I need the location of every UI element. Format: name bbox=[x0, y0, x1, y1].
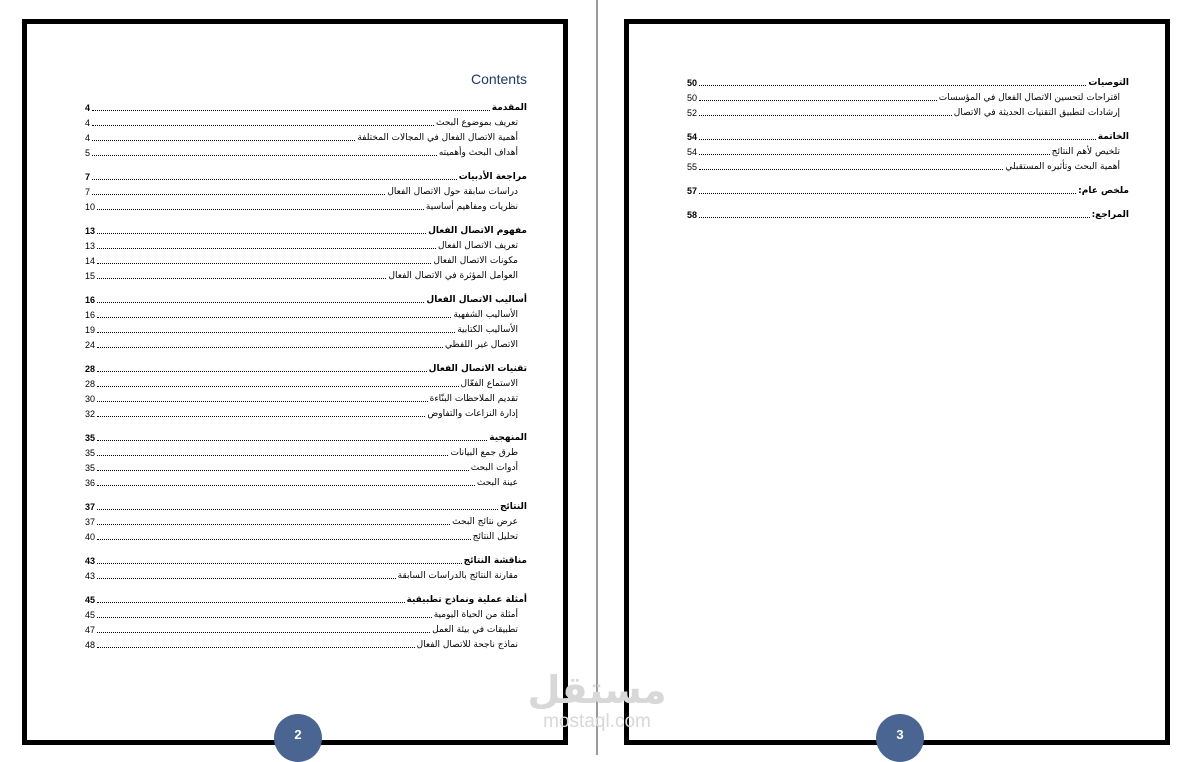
toc-page-number: 58 bbox=[687, 210, 698, 220]
toc-page-number: 16 bbox=[85, 310, 96, 320]
toc-subsection-entry[interactable] bbox=[85, 144, 527, 159]
toc-dot-leader bbox=[97, 278, 386, 279]
toc-dot-leader bbox=[97, 578, 396, 579]
toc-dot-leader bbox=[97, 401, 428, 402]
toc-dot-leader bbox=[97, 485, 475, 486]
toc-section-entry[interactable] bbox=[687, 180, 1129, 197]
toc-entry-title: العوامل المؤثرة في الاتصال الفعال bbox=[388, 271, 518, 281]
toc-dot-leader bbox=[92, 140, 355, 141]
toc-subsection-entry[interactable] bbox=[85, 114, 527, 129]
toc-entry-title: أمثلة عملية ونماذج تطبيقية bbox=[406, 595, 527, 605]
toc-entry-title: التوصيات bbox=[1088, 78, 1129, 88]
toc-section-entry[interactable] bbox=[85, 220, 527, 237]
toc-dot-leader bbox=[97, 440, 487, 441]
page-number-badge-left: 2 bbox=[274, 714, 322, 762]
toc-entry-title: المراجع: bbox=[1091, 210, 1129, 220]
toc-page-number: 50 bbox=[687, 93, 698, 103]
toc-section-entry[interactable] bbox=[687, 72, 1129, 89]
toc-page-number: 48 bbox=[85, 640, 96, 650]
toc-subsection-entry[interactable] bbox=[85, 621, 527, 636]
toc-page-number: 45 bbox=[85, 595, 96, 605]
toc-page-number: 45 bbox=[85, 610, 96, 620]
toc-subsection-entry[interactable] bbox=[85, 636, 527, 651]
toc-subsection-entry[interactable] bbox=[85, 252, 527, 267]
toc-page-number: 19 bbox=[85, 325, 96, 335]
toc-page-number: 47 bbox=[85, 625, 96, 635]
toc-entry-title: أهداف البحث وأهميته bbox=[438, 148, 518, 158]
toc-page-number: 13 bbox=[85, 226, 96, 236]
toc-entry-title: تحليل النتائج bbox=[472, 532, 518, 542]
toc-page-number: 55 bbox=[687, 162, 698, 172]
toc-entry-title: نماذج ناجحة للاتصال الفعال bbox=[416, 640, 518, 650]
toc-dot-leader bbox=[97, 317, 451, 318]
toc-subsection-entry[interactable] bbox=[85, 474, 527, 489]
toc-page-number: 10 bbox=[85, 202, 96, 212]
toc-entry-title: أمثلة من الحياة اليومية bbox=[433, 610, 518, 620]
toc-section-entry[interactable] bbox=[85, 289, 527, 306]
toc-dot-leader bbox=[92, 155, 437, 156]
toc-entry-title: تقنيات الاتصال الفعال bbox=[428, 364, 527, 374]
toc-entry-title: نظريات ومفاهيم أساسية bbox=[425, 202, 518, 212]
toc-subsection-entry[interactable] bbox=[85, 321, 527, 336]
toc-dot-leader bbox=[92, 125, 434, 126]
toc-dot-leader bbox=[97, 563, 462, 564]
toc-dot-leader bbox=[699, 139, 1096, 140]
toc-entry-title: مقارنة النتائج بالدراسات السابقة bbox=[397, 571, 518, 581]
toc-page-number: 16 bbox=[85, 295, 96, 305]
toc-page-number: 4 bbox=[85, 118, 91, 128]
toc-page-number: 14 bbox=[85, 256, 96, 266]
table-of-contents-right bbox=[687, 72, 1129, 221]
toc-entry-title: ملخص عام: bbox=[1078, 186, 1129, 196]
toc-section-entry[interactable] bbox=[85, 589, 527, 606]
toc-page-number: 57 bbox=[687, 186, 698, 196]
toc-subsection-entry[interactable] bbox=[85, 129, 527, 144]
toc-subsection-entry[interactable] bbox=[85, 567, 527, 582]
toc-entry-title: النتائج bbox=[499, 502, 527, 512]
toc-section-entry[interactable] bbox=[85, 97, 527, 114]
toc-subsection-entry[interactable] bbox=[85, 375, 527, 390]
toc-dot-leader bbox=[97, 455, 448, 456]
toc-page-number: 7 bbox=[85, 187, 91, 197]
toc-page-number: 43 bbox=[85, 571, 96, 581]
toc-entry-title: عرض نتائج البحث bbox=[452, 517, 518, 527]
toc-subsection-entry[interactable] bbox=[85, 405, 527, 420]
toc-entry-title: أهمية الاتصال الفعال في المجالات المختلفة bbox=[357, 133, 518, 143]
toc-subsection-entry[interactable] bbox=[85, 390, 527, 405]
toc-subsection-entry[interactable] bbox=[85, 459, 527, 474]
toc-dot-leader bbox=[97, 332, 455, 333]
toc-entry-title: الأساليب الشفهية bbox=[453, 310, 518, 320]
page-number-badge-right: 3 bbox=[876, 714, 924, 762]
toc-dot-leader bbox=[92, 179, 457, 180]
toc-entry-title: أدوات البحث bbox=[470, 463, 518, 473]
toc-page-number: 15 bbox=[85, 271, 96, 281]
toc-page-number: 50 bbox=[687, 78, 698, 88]
toc-page-number: 54 bbox=[687, 147, 698, 157]
toc-page-number: 5 bbox=[85, 148, 91, 158]
toc-section-entry[interactable] bbox=[687, 204, 1129, 221]
toc-page-number: 7 bbox=[85, 172, 91, 182]
toc-page-number: 30 bbox=[85, 394, 96, 404]
toc-dot-leader bbox=[97, 647, 415, 648]
toc-page-number: 40 bbox=[85, 532, 96, 542]
toc-subsection-entry[interactable] bbox=[85, 198, 527, 213]
toc-dot-leader bbox=[92, 110, 490, 111]
toc-entry-title: طرق جمع البيانات bbox=[450, 448, 518, 458]
toc-entry-title: أساليب الاتصال الفعال bbox=[426, 295, 527, 305]
toc-dot-leader bbox=[97, 524, 450, 525]
toc-entry-title: تلخيص لأهم النتائج bbox=[1051, 147, 1120, 157]
toc-subsection-entry[interactable] bbox=[85, 444, 527, 459]
toc-subsection-entry[interactable] bbox=[687, 143, 1129, 158]
toc-page-number: 28 bbox=[85, 379, 96, 389]
toc-dot-leader bbox=[699, 115, 952, 116]
page-spread-divider bbox=[596, 0, 598, 755]
toc-section-entry[interactable] bbox=[687, 126, 1129, 143]
toc-entry-title: الاستماع الفعّال bbox=[460, 379, 518, 389]
toc-dot-leader bbox=[97, 539, 471, 540]
toc-page-number: 28 bbox=[85, 364, 96, 374]
toc-dot-leader bbox=[97, 248, 436, 249]
toc-entry-title: تعريف بموضوع البحث bbox=[436, 118, 518, 128]
toc-subsection-entry[interactable] bbox=[85, 183, 527, 198]
toc-page-number: 43 bbox=[85, 556, 96, 566]
toc-dot-leader bbox=[97, 209, 424, 210]
toc-page-number: 35 bbox=[85, 433, 96, 443]
toc-entry-title: المقدمة bbox=[491, 103, 527, 113]
toc-entry-title: أهمية البحث وتأثيره المستقبلي bbox=[1005, 162, 1120, 172]
toc-dot-leader bbox=[97, 509, 498, 510]
toc-dot-leader bbox=[97, 233, 426, 234]
toc-section-entry[interactable] bbox=[85, 358, 527, 375]
toc-dot-leader bbox=[97, 602, 405, 603]
toc-dot-leader bbox=[92, 194, 385, 195]
toc-dot-leader bbox=[97, 470, 469, 471]
toc-entry-title: المنهجية bbox=[489, 433, 527, 443]
toc-subsection-entry[interactable] bbox=[85, 528, 527, 543]
toc-subsection-entry[interactable] bbox=[85, 267, 527, 282]
toc-entry-title: مفهوم الاتصال الفعال bbox=[428, 226, 527, 236]
toc-subsection-entry[interactable] bbox=[85, 306, 527, 321]
toc-subsection-entry[interactable] bbox=[687, 158, 1129, 173]
toc-subsection-entry[interactable] bbox=[687, 89, 1129, 104]
toc-entry-title: اقتراحات لتحسين الاتصال الفعال في المؤسسات bbox=[938, 93, 1120, 103]
document-page-left bbox=[22, 19, 568, 745]
toc-dot-leader bbox=[97, 617, 432, 618]
toc-dot-leader bbox=[97, 263, 431, 264]
toc-section-entry[interactable] bbox=[85, 427, 527, 444]
toc-page-number: 36 bbox=[85, 478, 96, 488]
toc-section-entry[interactable] bbox=[85, 496, 527, 513]
toc-entry-title: عينة البحث bbox=[476, 478, 518, 488]
toc-page-number: 54 bbox=[687, 132, 698, 142]
toc-entry-title: الأساليب الكتابية bbox=[457, 325, 518, 335]
toc-subsection-entry[interactable] bbox=[85, 606, 527, 621]
toc-dot-leader bbox=[699, 217, 1090, 218]
toc-page-number: 13 bbox=[85, 241, 96, 251]
toc-dot-leader bbox=[699, 85, 1086, 86]
toc-subsection-entry[interactable] bbox=[85, 237, 527, 252]
toc-page-number: 4 bbox=[85, 133, 91, 143]
toc-dot-leader bbox=[699, 193, 1076, 194]
toc-dot-leader bbox=[97, 416, 425, 417]
toc-page-number: 4 bbox=[85, 103, 91, 113]
toc-page-number: 24 bbox=[85, 340, 96, 350]
toc-dot-leader bbox=[699, 169, 1003, 170]
toc-section-entry[interactable] bbox=[85, 550, 527, 567]
toc-entry-title: مكونات الاتصال الفعال bbox=[433, 256, 518, 266]
toc-dot-leader bbox=[97, 371, 427, 372]
table-of-contents-left bbox=[85, 97, 527, 651]
toc-entry-title: الاتصال غير اللفظي bbox=[445, 340, 518, 350]
toc-entry-title: إرشادات لتطبيق التقنيات الحديثة في الاتصال bbox=[953, 108, 1120, 118]
toc-dot-leader bbox=[97, 632, 430, 633]
toc-page-number: 37 bbox=[85, 502, 96, 512]
toc-subsection-entry[interactable] bbox=[687, 104, 1129, 119]
toc-entry-title: إدارة النزاعات والتفاوض bbox=[427, 409, 518, 419]
toc-entry-title: تقديم الملاحظات البنّاءة bbox=[429, 394, 518, 404]
toc-entry-title: مراجعة الأدبيات bbox=[458, 172, 527, 182]
document-page-right bbox=[624, 19, 1170, 745]
toc-page-number: 32 bbox=[85, 409, 96, 419]
toc-entry-title: مناقشة النتائج bbox=[463, 556, 527, 566]
toc-subsection-entry[interactable] bbox=[85, 513, 527, 528]
toc-entry-title: الخاتمة bbox=[1097, 132, 1129, 142]
watermark-latin-text: mostaql.com bbox=[543, 711, 651, 732]
contents-heading: Contents bbox=[470, 71, 527, 87]
toc-page-number: 35 bbox=[85, 448, 96, 458]
toc-entry-title: دراسات سابقة حول الاتصال الفعال bbox=[387, 187, 518, 197]
toc-dot-leader bbox=[699, 100, 937, 101]
toc-dot-leader bbox=[699, 154, 1050, 155]
toc-dot-leader bbox=[97, 386, 458, 387]
toc-entry-title: تطبيقات في بيئة العمل bbox=[432, 625, 518, 635]
toc-page-number: 35 bbox=[85, 463, 96, 473]
toc-page-number: 52 bbox=[687, 108, 698, 118]
toc-section-entry[interactable] bbox=[85, 166, 527, 183]
watermark-arabic-text: مستقل bbox=[527, 668, 667, 712]
toc-dot-leader bbox=[97, 302, 424, 303]
toc-subsection-entry[interactable] bbox=[85, 336, 527, 351]
toc-page-number: 37 bbox=[85, 517, 96, 527]
toc-entry-title: تعريف الاتصال الفعال bbox=[438, 241, 518, 251]
toc-dot-leader bbox=[97, 347, 443, 348]
